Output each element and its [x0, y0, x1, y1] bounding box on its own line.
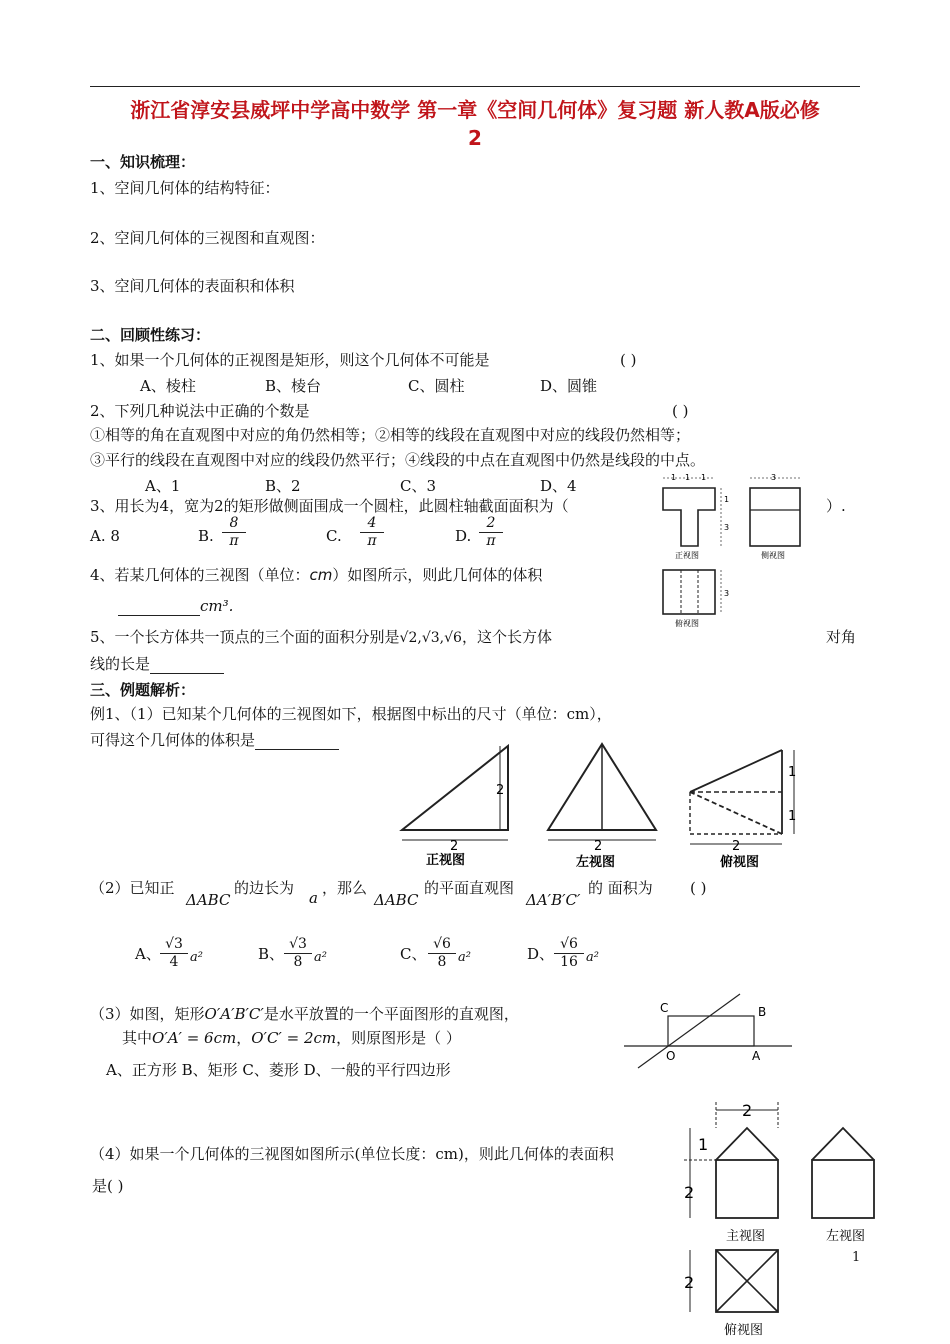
- q3-end: ）.: [826, 497, 846, 515]
- p3-figure: [620, 992, 800, 1072]
- p4-top-dim: 2: [684, 1273, 695, 1292]
- p2-triangle-prime: ΔA′B′C′: [526, 891, 581, 909]
- p3-label-c: C: [660, 1001, 669, 1015]
- section-3-heading: 三、例题解析：: [90, 681, 196, 699]
- q4-unit: cm: [309, 566, 333, 584]
- ex1-top-edge-3: [690, 792, 782, 834]
- s1-item-2: 2、空间几何体的三视图和直观图：: [90, 229, 325, 247]
- q2-option-b: B、2: [265, 477, 301, 495]
- p4-main-width-label: 2: [742, 1101, 753, 1120]
- p4-main-roof: [716, 1128, 778, 1160]
- q4-front-dim-1: 1: [671, 473, 677, 482]
- q2-paren: ( ): [672, 402, 689, 420]
- p2-option-b: B、: [258, 945, 285, 963]
- ex1-front-height-label: 2: [496, 783, 505, 798]
- q5-line-2: [90, 654, 224, 674]
- q4-front-dim-3: 1: [701, 473, 707, 482]
- p2-a2-c: a²: [458, 950, 471, 965]
- p4-main-body: [716, 1160, 778, 1218]
- ex1-top-width-label: 2: [732, 839, 741, 854]
- p3-eq-1: O′A′ = 6cm: [152, 1029, 237, 1047]
- q4-side-dim: 3: [771, 473, 777, 482]
- ex1-top-dim-1: 1: [788, 765, 797, 780]
- section-2-heading: 二、回顾性练习：: [90, 326, 211, 344]
- ex1-front-width-label: 2: [450, 839, 459, 854]
- p2-paren: ( ): [690, 879, 707, 897]
- q5-blank[interactable]: [150, 657, 224, 674]
- q4-front-view-shape: [663, 488, 715, 546]
- q4-answer-unit: cm³.: [200, 597, 234, 615]
- q3-option-d: D.: [455, 527, 472, 545]
- p4-left-roof: [812, 1128, 874, 1160]
- p2-fraction-d: $\frac{√6}{16}$: [554, 936, 584, 971]
- p2-text-c: ，那么: [322, 879, 368, 897]
- q3-option-a: A. 8: [90, 527, 120, 545]
- p2-fraction-c: $\frac{√6}{8}$: [428, 936, 456, 971]
- p2-side-var: a: [309, 889, 318, 907]
- page-number: 1: [852, 1250, 861, 1265]
- p4-main-label: 主视图: [726, 1229, 766, 1244]
- p2-text-d: 的平面直观图: [424, 879, 515, 897]
- p3-text-d: ，则原图形是（ ）: [336, 1029, 461, 1047]
- p2-text-a: （2）已知正: [90, 879, 175, 897]
- p3-label-o: O: [666, 1049, 676, 1063]
- ex1-side-width-label: 2: [594, 839, 603, 854]
- p2-triangle: ΔABC: [186, 891, 231, 909]
- ex1-three-view-figure: [390, 738, 810, 873]
- p2-option-a: A、: [135, 945, 161, 963]
- q5-line-2-text: 线的长是: [90, 655, 151, 673]
- q2-line-2: ③平行的线段在直观图中对应的线段仍然平行；④线段的中点在直观图中仍然是线段的中点。: [90, 451, 706, 469]
- q4-top-dim: 3: [724, 589, 730, 598]
- q3-option-c: C.: [326, 527, 342, 545]
- q1-option-c: C、圆柱: [408, 377, 465, 395]
- q4-front-dim-2: 1: [685, 473, 691, 482]
- q4-top-label: 俯视图: [675, 619, 699, 628]
- q5-text: [90, 627, 552, 648]
- p3-line-2: 其中O′A′ = 6cm，O′C′ = 2cm，则原图形是（ ）: [122, 1029, 461, 1047]
- q4-text: [90, 565, 542, 585]
- q3-text: 3、用长为4，宽为2的矩形做侧面围成一个圆柱，此圆柱轴截面面积为（: [90, 497, 569, 515]
- p4-three-view-figure: [680, 1098, 880, 1338]
- p2-text-b: 的边长为: [234, 879, 295, 897]
- p4-left-body: [812, 1160, 874, 1218]
- q4-top-view-shape: [663, 570, 715, 614]
- q4-blank[interactable]: [118, 599, 200, 616]
- ex1-top-dim-2: 1: [788, 809, 797, 824]
- p3-label-a: A: [752, 1049, 761, 1063]
- q2-line-1: ①相等的角在直观图中对应的角仍然相等；②相等的线段在直观图中对应的线段仍然相等；: [90, 426, 691, 444]
- q5-end: 对角: [826, 628, 857, 646]
- p3-rectangle: [668, 1016, 754, 1046]
- p3-y-axis: [638, 994, 740, 1068]
- q3-fraction-c: $\frac{4}{\pi}$: [360, 515, 384, 550]
- q1-text: 1、如果一个几何体的正视图是矩形，则这个几何体不可能是: [90, 351, 490, 369]
- q2-option-d: D、4: [540, 477, 577, 495]
- q4-front-label: 正视图: [675, 551, 699, 560]
- title-line-2: 2: [468, 126, 482, 150]
- p2-fraction-b: $\frac{√3}{8}$: [284, 936, 312, 971]
- page-title: [90, 96, 860, 152]
- ex1-front-label: 正视图: [426, 853, 466, 868]
- q4-side-view-shape: [750, 488, 800, 546]
- p3-eq-2: O′C′ = 2cm: [251, 1029, 337, 1047]
- q4-answer: [118, 596, 233, 616]
- p4-line-1: （4）如果一个几何体的三视图如图所示(单位长度：cm)，则此几何体的表面积: [90, 1145, 614, 1163]
- q4-side-label: 侧视图: [761, 551, 785, 560]
- p3-options: A、正方形 B、矩形 C、菱形 D、一般的平行四边形: [106, 1061, 451, 1079]
- q1-option-a: A、棱柱: [140, 377, 196, 395]
- p2-a2-b: a²: [314, 950, 327, 965]
- p2-text-e: 的 面积为: [588, 879, 653, 897]
- p3-line-1: [90, 1004, 519, 1024]
- q4-front-dim-v3: 3: [724, 523, 730, 532]
- q4-three-view-figure: [655, 470, 815, 630]
- top-rule: [90, 86, 860, 87]
- p4-main-dim-1: 1: [698, 1135, 709, 1154]
- title-line-1: 浙江省淳安县威坪中学高中数学 第一章《空间几何体》复习题 新人教A版必修: [130, 98, 820, 122]
- q1-option-d: D、圆锥: [540, 377, 598, 395]
- q4-part-1: 4、若某几何体的三视图（单位：: [90, 566, 310, 584]
- ex1-blank[interactable]: [255, 733, 339, 750]
- p4-main-dim-2: 2: [684, 1183, 695, 1202]
- p2-a2-d: a²: [586, 950, 599, 965]
- ex1-front-triangle: [402, 746, 508, 830]
- q5-part-1: 5、一个长方体共一顶点的三个面的面积分别是: [90, 628, 400, 646]
- q2-option-a: A、1: [145, 477, 181, 495]
- q2-option-c: C、3: [400, 477, 437, 495]
- q2-text: 2、下列几种说法中正确的个数是: [90, 402, 310, 420]
- section-1-heading: 一、知识梳理：: [90, 153, 196, 171]
- q5-values: √2,√3,√6: [399, 630, 462, 646]
- q4-front-dim-v1: 1: [724, 495, 730, 504]
- p4-left-label: 左视图: [826, 1229, 866, 1244]
- p3-label-b: B: [758, 1005, 767, 1019]
- ex1-line-1: 例1、（1）已知某个几何体的三视图如下，根据图中标出的尺寸（单位：cm），: [90, 705, 612, 723]
- q1-paren: ( ): [620, 351, 637, 369]
- p3-text-a: （3）如图，矩形: [90, 1005, 205, 1023]
- p4-top-label: 俯视图: [724, 1323, 764, 1338]
- p3-text-c: 其中: [122, 1029, 153, 1047]
- ex1-line-2: [90, 730, 339, 750]
- p3-text-b: 是水平放置的一个平面图形的直观图，: [263, 1005, 519, 1023]
- q4-part-2: ）如图所示，则此几何体的体积: [332, 566, 543, 584]
- p4-line-2: 是( ): [92, 1177, 124, 1195]
- q3-option-b: B.: [198, 527, 214, 545]
- p2-a2-a: a²: [190, 950, 203, 965]
- p2-option-d: D、: [527, 945, 555, 963]
- q5-part-2: ，这个长方体: [461, 628, 552, 646]
- q3-fraction-d: $\frac{2}{\pi}$: [479, 515, 503, 550]
- p3-rect-name: O′A′B′C′: [204, 1005, 264, 1023]
- s1-item-3: 3、空间几何体的表面积和体积: [90, 277, 295, 295]
- ex1-side-label: 左视图: [576, 855, 616, 870]
- q1-option-b: B、棱台: [265, 377, 322, 395]
- p2-triangle-2: ΔABC: [374, 891, 419, 909]
- p2-option-c: C、: [400, 945, 427, 963]
- s1-item-1: 1、空间几何体的结构特征：: [90, 179, 280, 197]
- p2-fraction-a: $\frac{√3}{4}$: [160, 936, 188, 971]
- ex1-top-edge-1: [690, 750, 782, 792]
- ex1-top-label: 俯视图: [720, 855, 760, 870]
- ex1-line-2-text: 可得这个几何体的体积是: [90, 731, 256, 749]
- q3-fraction-b: $\frac{8}{\pi}$: [222, 515, 246, 550]
